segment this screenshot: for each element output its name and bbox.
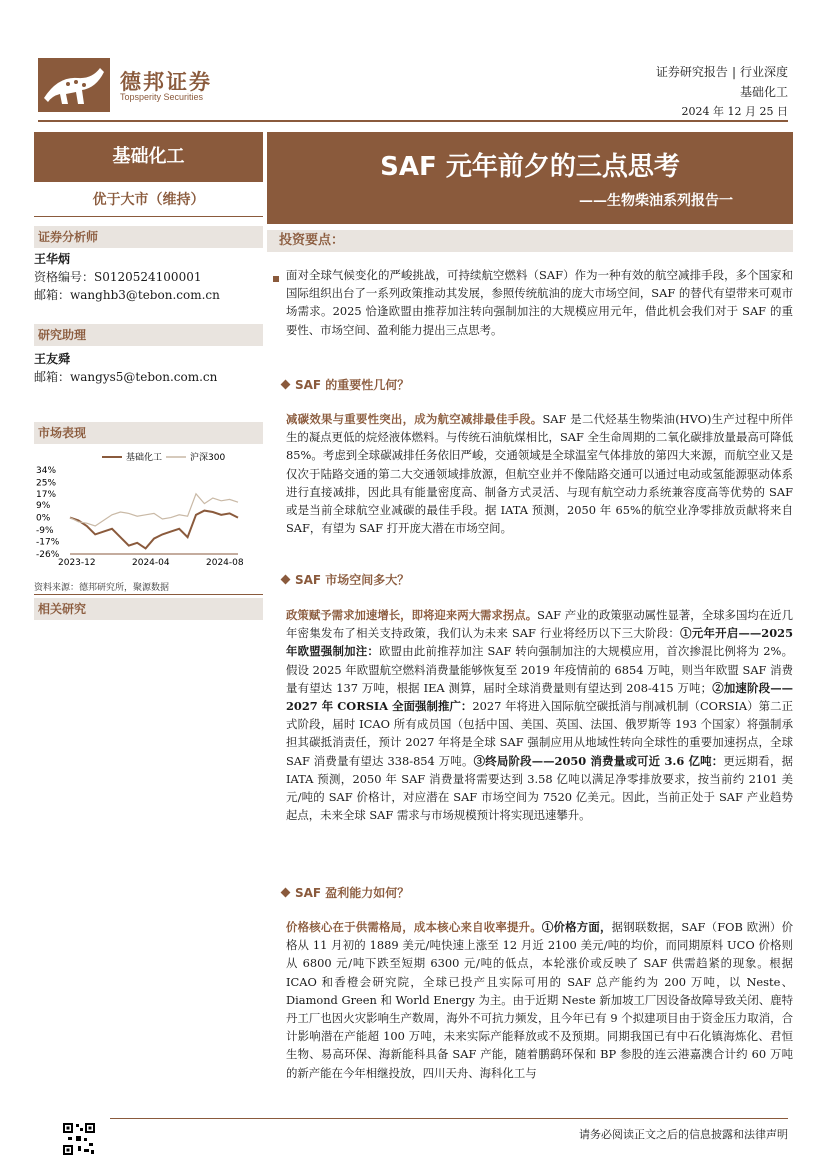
- brand-name: 德邦证券: [120, 70, 212, 94]
- report-type: 证券研究报告: [655, 65, 728, 79]
- y-tick-label: -17%: [36, 537, 60, 548]
- assistant-name: 王友舜: [34, 352, 71, 366]
- analyst-cert: 资格编号：S0120524100001: [34, 270, 202, 284]
- report-title: SAF 元年前夕的三点思考: [380, 152, 680, 182]
- x-tick-label: 2023-12: [58, 558, 96, 568]
- section-2-stage3: ③终局阶段——2050 消费量或可近 3.6 亿吨：: [473, 753, 724, 768]
- market-label: 市场表现: [34, 422, 263, 444]
- report-subtitle: ——生物柴油系列报告一: [579, 193, 733, 209]
- report-meta: [656, 62, 788, 102]
- industry-box: 基础化工: [34, 132, 263, 182]
- section-1-paragraph: [286, 410, 793, 537]
- section-3-heading-text: SAF 盈利能力如何？: [295, 886, 410, 900]
- intro-paragraph: 面对全球气候变化的严峻挑战，可持续航空燃料（SAF）作为一种有效的航空减排手段，多个国家和国际组织出台了一系列政策推动其发展，参照传统航油的庞大市场空间，SAF 的替代有望带来可观市场需求。2025 恰逢欧盟由推荐加注转向强制加注的大规模应用元年，借此机会我们对于 SAF 的重要性、市场空间、盈利能力提出三点思考。: [286, 268, 793, 337]
- section-3-heading: [282, 884, 409, 901]
- qr-code-icon[interactable]: [62, 1122, 96, 1156]
- y-tick-label: 0%: [36, 513, 51, 524]
- diamond-bullet-icon: [281, 888, 291, 898]
- series-line-sector: [70, 511, 238, 549]
- assistant-email[interactable]: 邮箱：wangys5@tebon.com.cn: [34, 370, 218, 384]
- footer-disclaimer[interactable]: 请务必阅读正文之后的信息披露和法律声明: [579, 1128, 788, 1141]
- section-3-text: 据钢联数据，SAF（FOB 欧洲）价格从 11 月初的 1889 美元/吨快速上涨至 12 月近 2100 美元/吨的均价，而同期原料 UCO 价格则从 6800 元/吨下跌至短期 6300 元/吨的低点，本轮涨价或反映了 SAF 供需趋紧的现象。根据 ICAO 和香橙会研究院，全球已投产且实际可用的 SAF 总产能约为 200 万吨，以 Neste、Diamond Green 和 World Energy 为主。由于近期 Neste 新加坡工厂因设备故障导致关闭、鹿特丹工厂也因火灾影响生产数周，海外不可抗力频发，且今年已有 9 个拟建项目由于资金压力取消，合计影响潜在产能超 100 万吨，未来实际产能释放或不及预期。同期我国已有中石化镇海炼化、君恒生物、易高环保、海新能科具备 SAF 产能，随着鹏鹞环保和 BP 参股的连云港嘉澳合计约 60 万吨的新产能在今年相继投放，四川天舟、海科化工与: [286, 920, 793, 1080]
- brand-name-en: Topsperity Securities: [120, 92, 204, 102]
- x-tick-label: 2024-08: [206, 558, 244, 568]
- section-2-text4: 更远期看，据 IATA 预测，2050 年 SAF 消费量将需要达到 3.58 亿吨以满足净零排放要求，按当前约 2101 美元/吨的 SAF 价格计，对应潜在 SAF 市场空间为 7520 亿美元。因此，当前正处于 SAF 产业趋势起点，未来全球 SAF 需求与市场规模预计将实现迅速攀升。: [286, 753, 793, 823]
- section-2-stage2: ②加速阶段——2027 年 CORSIA 全面强制推广：: [286, 680, 793, 714]
- y-tick-label: 25%: [36, 478, 57, 489]
- y-tick-label: 34%: [36, 466, 57, 476]
- leopard-logo-icon: [38, 58, 110, 112]
- invest-label: 投资要点：: [279, 233, 345, 248]
- legend-index: 沪深300: [190, 453, 226, 463]
- legend-sector: 基础化工: [126, 453, 163, 463]
- section-1-heading: [282, 376, 409, 393]
- analyst-info: [34, 250, 220, 304]
- title-banner: [267, 132, 793, 224]
- section-2-stage1: ①元年开启——2025 年欧盟强制加注：: [286, 626, 793, 659]
- intro-bullet-icon: [273, 276, 279, 282]
- section-2-paragraph: [286, 606, 793, 824]
- rating: 优于大市（维持）: [92, 192, 205, 208]
- section-3-paragraph: [286, 918, 793, 1082]
- market-chart: [34, 448, 263, 568]
- source-divider: [34, 594, 263, 595]
- section-2-lead: 政策赋予需求加速增长，即将迎来两大需求拐点。: [286, 608, 538, 622]
- y-tick-label: 9%: [36, 501, 51, 511]
- diamond-bullet-icon: [281, 575, 291, 585]
- series-line-index: [70, 494, 238, 526]
- market-chart-svg: [34, 448, 263, 568]
- header-divider: [38, 120, 788, 122]
- x-tick-label: 2024-04: [132, 558, 170, 568]
- related-label: 相关研究: [34, 598, 263, 620]
- footer-divider: [110, 1118, 788, 1119]
- analyst-email[interactable]: 邮箱：wanghb3@tebon.com.cn: [34, 288, 220, 302]
- y-tick-label: 17%: [36, 489, 57, 500]
- assistant-label: 研究助理: [34, 324, 263, 346]
- section-1-heading-text: SAF 的重要性几何？: [295, 378, 410, 392]
- section-2-heading-text: SAF 市场空间多大？: [295, 573, 410, 587]
- meta-divider: |: [731, 65, 736, 79]
- section-1-text: SAF 是二代烃基生物柴油(HVO)生产过程中所伴生的凝点更低的烷烃液体燃料。与传统石油航煤相比，SAF 全生命周期的二氧化碳排放量最高可降低 85%。考虑到全球碳减排任务依旧严峻，交通领域是全球温室气体排放的第四大来源，而航空业又是仅次于陆路交通的第二大交通领域排放源，但航空业并不像陆路交通可以通过电动或氢能源驱动体系进行直接减排，因此具有能量密度高、制备方式灵活、与现有航空动力系统兼容度高等优势的 SAF 或是当前全球航空业减碳的最佳手段。据 IATA 预测，2050 年 65%的航空业净零排放贡献将来自 SAF，有望为 SAF 打开庞大潜在市场空间。: [286, 412, 793, 536]
- section-3-lead: 价格核心在于供需格局，成本核心来自收率提升。: [286, 920, 542, 934]
- assistant-info: [34, 350, 217, 386]
- analyst-label: 证券分析师: [34, 226, 263, 248]
- diamond-bullet-icon: [281, 380, 291, 390]
- section-2-text2: 欧盟由此前推荐加注 SAF 转向强制加注的大规模应用，首次掺混比例将为 2%。假设 2025 年欧盟航空燃料消费量能够恢复至 2019 年疫情前的 6854 万吨，则当年欧盟 SAF 消费量有望达 137 万吨，根据 IEA 测算，届时全球消费量则有望达到 208-415 万吨；: [286, 644, 793, 695]
- section-1-lead: 减碳效果与重要性突出，成为航空减排最佳手段。: [286, 412, 543, 426]
- chart-source: 资料来源：德邦研究所，聚源数据: [34, 583, 170, 593]
- y-tick-label: -26%: [36, 550, 60, 560]
- section-3-point1: ①价格方面，: [541, 920, 612, 934]
- rating-divider: [34, 216, 263, 217]
- report-date: 2024 年 12 月 25 日: [681, 105, 788, 118]
- analyst-name: 王华炳: [34, 252, 71, 266]
- y-tick-label: -9%: [36, 526, 54, 537]
- section-2-text3: 2027 年将进入国际航空碳抵消与削减机制（CORSIA）第二正式阶段，届时 ICAO 所有成员国（包括中国、美国、英国、法国、俄罗斯等 193 个国家）将强制承担其碳抵消责任，预计 2027 年将是全球 SAF 强制应用从地域性转向全球性的重要加速拐点，全球 SAF 消费量有望达 338-854 万吨。: [286, 699, 793, 768]
- section-2-heading: [282, 571, 409, 588]
- brand-logo: [38, 58, 258, 112]
- report-sub: 行业深度: [739, 65, 788, 79]
- section-2-text1: SAF 产业的政策驱动属性显著，全球多国均在近几年密集发布了相关支持政策，我们认为未来 SAF 行业将经历以下三大阶段：: [286, 608, 793, 641]
- invest-bar: [267, 230, 793, 252]
- report-industry: 基础化工: [739, 85, 788, 99]
